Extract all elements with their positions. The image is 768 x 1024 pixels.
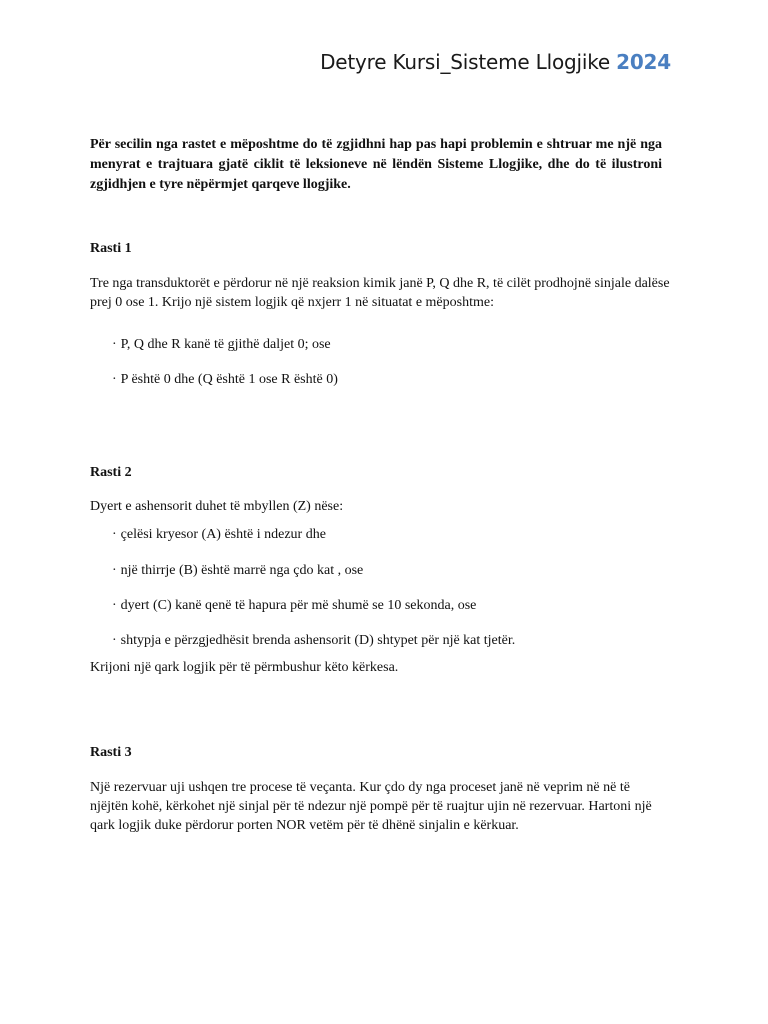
case-3-title: Rasti 3 (90, 745, 132, 760)
bullet-glyph: · (112, 563, 117, 578)
bullet-glyph: · (112, 598, 117, 613)
case-2-bullet (112, 563, 363, 579)
bullet-text: shtypja e përzgjedhësit brenda ashensorit (D) shtypet për një kat tjetër. (120, 633, 516, 648)
page-header (320, 50, 671, 74)
bullet-glyph: · (112, 633, 117, 648)
header-title: Detyre Kursi_Sisteme Llogjike (320, 50, 617, 74)
case-2-bullet (112, 633, 515, 649)
bullet-text: një thirrje (B) është marrë nga çdo kat , ose (120, 563, 364, 578)
header-year: 2024 (616, 50, 671, 74)
intro-paragraph: Për secilin nga rastet e mëposhtme do të zgjidhni hap pas hapi problemin e shtruar me një nga menyrat e trajtuara gjatë ciklit të leksioneve në lëndën Sisteme Llogjike, dhe do të ilustroni zgjidhjen e tyre nëpërmjet qarqeve llogjike. (90, 137, 662, 192)
bullet-text: çelësi kryesor (A) është i ndezur dhe (120, 527, 326, 542)
bullet-glyph: · (112, 527, 117, 542)
bullet-text: dyert (C) kanë qenë të hapura për më shumë se 10 sekonda, ose (120, 598, 477, 613)
case-1-bullet (112, 372, 338, 388)
bullet-text: P është 0 dhe (Q është 1 ose R është 0) (120, 372, 338, 387)
case-1-text: Tre nga transduktorët e përdorur në një reaksion kimik janë P, Q dhe R, të cilët prodhojnë sinjale dalëse prej 0 ose 1. Krijo një sistem logjik që nxjerr 1 në situatat e mëposhtme: (90, 276, 670, 310)
case-1-bullet (112, 337, 331, 353)
case-2-bullet (112, 527, 326, 543)
case-2-title: Rasti 2 (90, 465, 132, 480)
case-3-text: Një rezervuar uji ushqen tre procese të veçanta. Kur çdo dy nga proceset janë në veprim në në të njëjtën kohë, kërkohet një sinjal për të ndezur një pompë për të ruajtur ujin në rezervuar. Hartoni një qark logjik duke përdorur porten NOR vetëm për të dhënë sinjalin e kërkuar. (90, 780, 652, 833)
bullet-text: P, Q dhe R kanë të gjithë daljet 0; ose (120, 337, 331, 352)
case-2-bullet (112, 598, 476, 614)
bullet-glyph: · (112, 337, 117, 352)
case-2-closing: Krijoni një qark logjik për të përmbushur këto kërkesa. (90, 660, 399, 675)
case-1-title: Rasti 1 (90, 241, 132, 256)
case-2-text: Dyert e ashensorit duhet të mbyllen (Z) nëse: (90, 499, 344, 514)
bullet-glyph: · (112, 372, 117, 387)
